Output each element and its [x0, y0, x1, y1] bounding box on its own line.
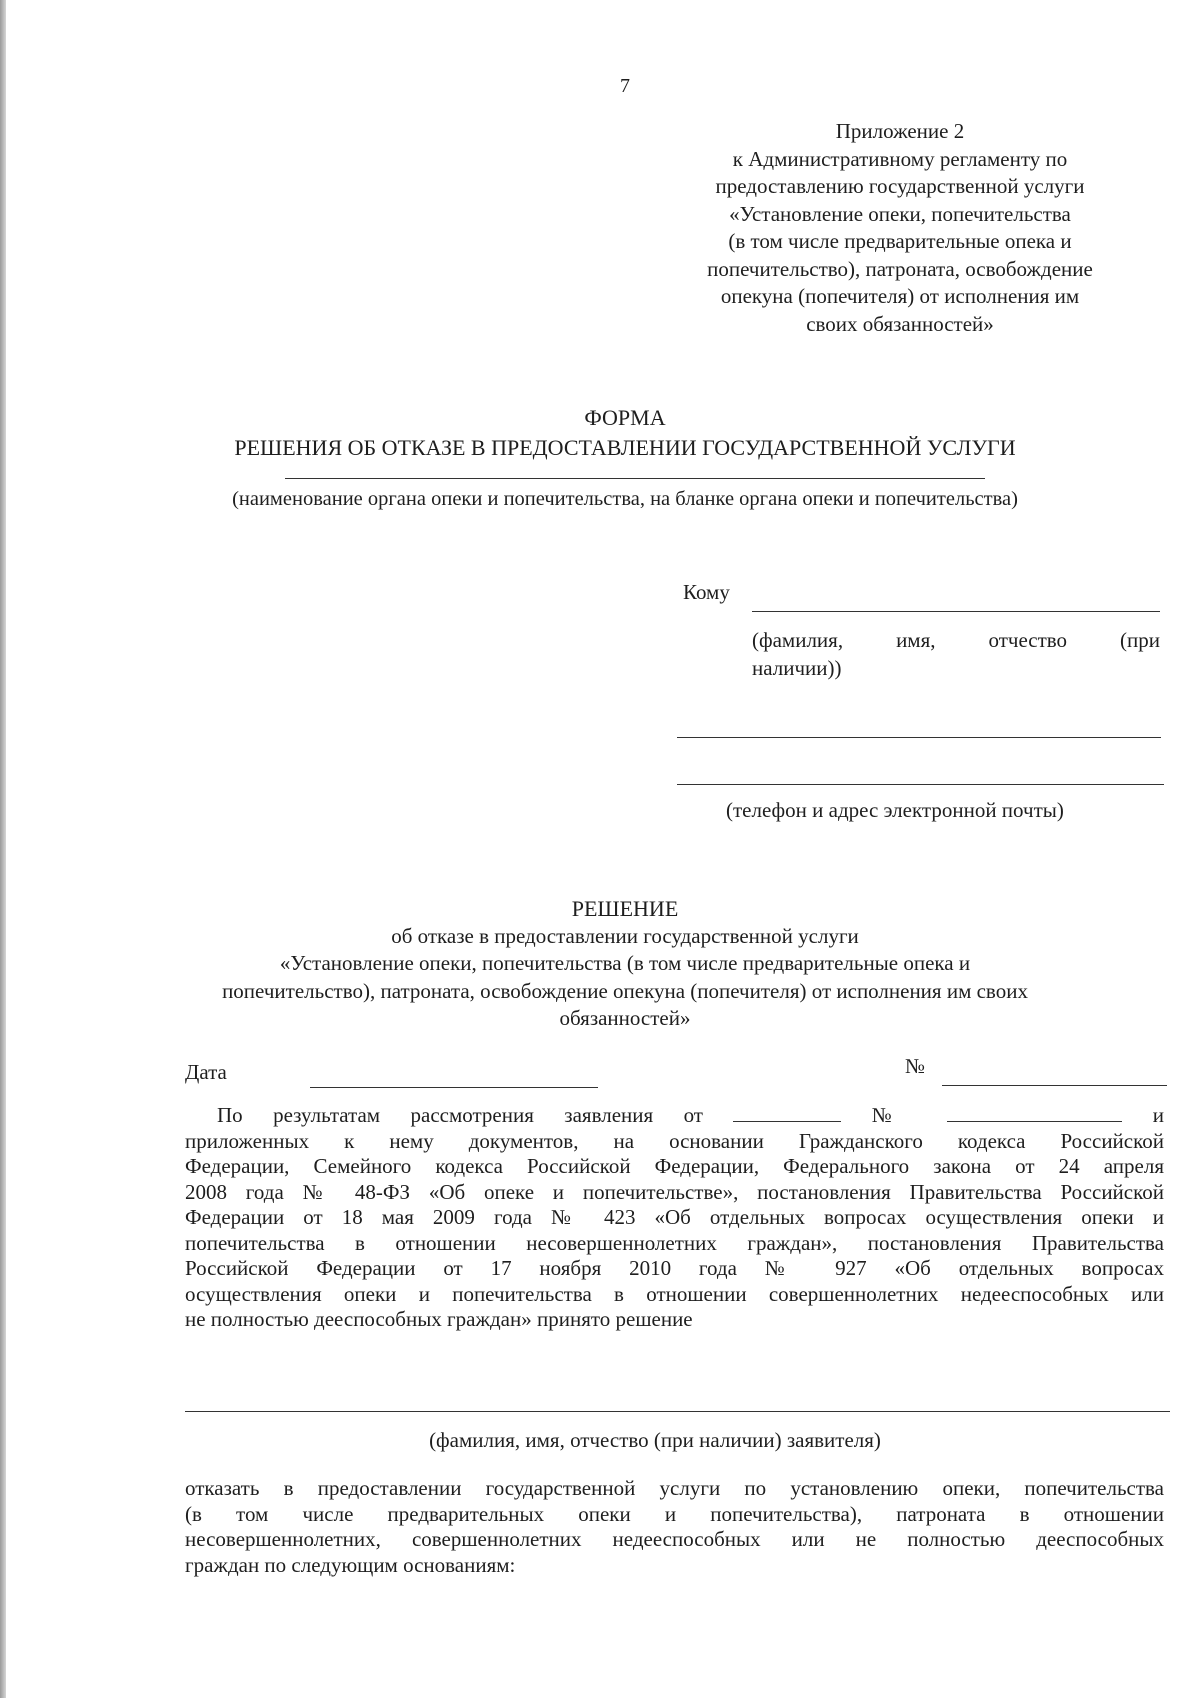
intro-paragraph: По результатам рассмотрения заявления от № и приложенных к нему документов, на основании Гражданского кодекса Российской Федерации, Семейного кодекса Российской Федерации, Федерального закона от 24 апреля 2008 года № 48-ФЗ «Об опеке и попечительстве», постановления Правительства Российской Федерации от 18 мая 2009 года № 423 «Об отдельных вопросах осуществления опеки и попечительства в отношении несовершеннолетних граждан», постановления Правительства Российской Федерации от 17 ноября 2010 года № 927 «Об отдельных вопросах осуществления опеки и попечительства в отношении совершеннолетних недееспособных или не полностью дееспособных граждан» принято решение: [185, 1103, 1165, 1331]
appendix-line: Приложение 2: [835, 119, 965, 143]
appendix-line: к Административному регламенту по: [732, 146, 1068, 171]
date-label: Дата: [185, 1060, 227, 1084]
application-number-line: [947, 1103, 1122, 1122]
decision-title: РЕШЕНИЕ: [571, 896, 679, 921]
authority-caption: (наименование органа опеки и попечительства, на бланке органа опеки и попечительства): [232, 488, 1018, 510]
decision-sub-line: об отказе в предоставлении государственной услуги: [391, 923, 859, 948]
recipient-label: Кому: [683, 580, 730, 604]
form-title-line1: ФОРМА: [584, 405, 666, 430]
applicant-caption: (фамилия, имя, отчество (при наличии) заявителя): [429, 1428, 881, 1452]
decision-heading: [140, 895, 1110, 1033]
scan-edge: [0, 0, 6, 1698]
applicant-name-line: [185, 1411, 1170, 1412]
intro-first-line: По результатам рассмотрения заявления от № и: [217, 1103, 1165, 1127]
appendix-block: [660, 118, 1140, 338]
contact-caption: (телефон и адрес электронной почты): [726, 798, 1064, 822]
number-label: №: [905, 1054, 926, 1078]
appendix-line: «Установление опеки, попечительства: [729, 201, 1071, 226]
decision-sub-line: «Установление опеки, попечительства (в том числе предварительные опека и: [279, 951, 971, 975]
number-line: [942, 1085, 1167, 1086]
recipient-extra-line-2: [677, 784, 1164, 785]
recipient-name-line: [752, 611, 1160, 612]
appendix-line: своих обязанностей»: [806, 311, 994, 336]
decision-sub-line: обязанностей»: [559, 1006, 691, 1030]
form-title: [140, 403, 1110, 463]
application-date-line: [733, 1103, 841, 1122]
refusal-paragraph: отказать в предоставлении государственной услуги по установлению опеки, попечительства (в том числе предварительных опеки и попечительства), патроната в отношении несовершеннолетних, совершеннолетних недееспособных или не полностью дееспособных граждан по следующим основаниям:: [185, 1476, 1164, 1577]
recipient-caption: [752, 626, 1160, 682]
appendix-line: (в том числе предварительные опека и: [728, 229, 1072, 253]
appendix-line: опекуна (попечителя) от исполнения им: [720, 284, 1080, 308]
recipient-caption-line2: наличии)): [752, 656, 842, 680]
authority-name-line: [285, 478, 985, 479]
date-line: [310, 1087, 598, 1088]
decision-sub-line: попечительство), патроната, освобождение опекуна (попечителя) от исполнения им своих: [222, 978, 1028, 1003]
form-title-line2: РЕШЕНИЯ ОБ ОТКАЗЕ В ПРЕДОСТАВЛЕНИИ ГОСУДАРСТВЕННОЙ УСЛУГИ: [234, 435, 1016, 460]
recipient-caption-line1: (фамилия, имя, отчество (при: [752, 628, 1161, 652]
recipient-extra-line-1: [677, 737, 1161, 738]
appendix-line: предоставлению государственной услуги: [715, 174, 1085, 198]
appendix-line: попечительство), патроната, освобождение: [707, 256, 1093, 281]
page-number: 7: [620, 75, 630, 97]
